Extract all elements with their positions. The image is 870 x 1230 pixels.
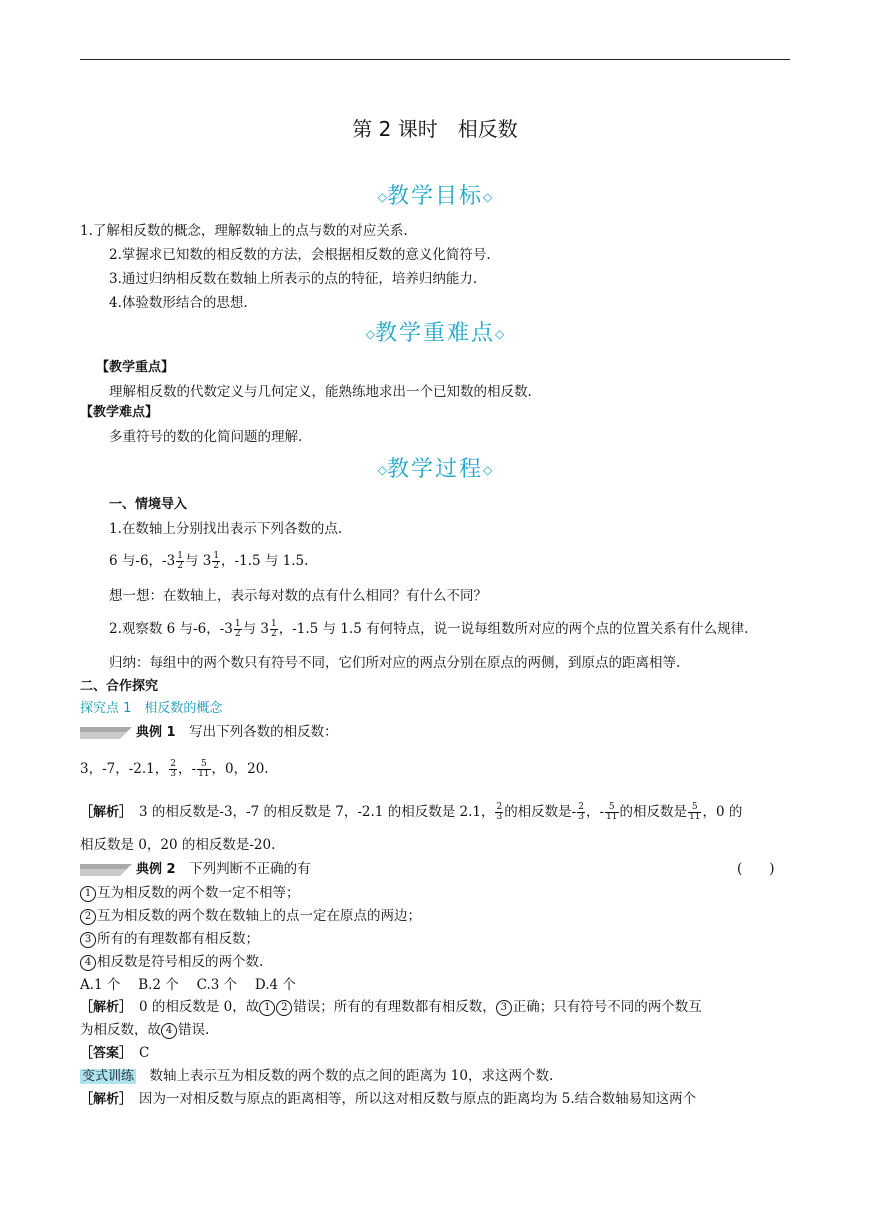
fraction: $\frac{1}{2}$: [234, 619, 241, 639]
fraction: $\frac{2}{3}$: [170, 759, 177, 779]
question-1: 1.在数轴上分别找出表示下列各数的点.: [109, 521, 343, 537]
fraction: $\frac{1}{2}$: [177, 551, 183, 571]
section-heading-process: ◇教学过程◇: [377, 457, 493, 482]
diamond-icon: ◇: [483, 463, 493, 477]
fraction: $\frac{1}{2}$: [270, 619, 277, 639]
part2-heading: 二、合作探究: [80, 679, 159, 694]
part1-heading: 一、情境导入: [109, 497, 188, 512]
focus-text: 理解相反数的代数定义与几何定义，能熟练地求出一个已知数的相反数.: [109, 384, 532, 400]
difficulty-label: 【教学难点】: [80, 405, 159, 420]
objective-4: 4.体验数形结合的思想.: [109, 295, 248, 311]
analysis-1-line2: 相反数是 0，20 的相反数是-20.: [80, 837, 276, 853]
analysis-3: ［解析］ 因为一对相反数与原点的距离相等，所以这对相反数与原点的距离均为 5.结合数轴易知这两个: [80, 1091, 697, 1107]
section-heading-objectives: ◇教学目标◇: [377, 184, 493, 209]
diamond-icon: ◇: [377, 463, 387, 477]
example-2: 典例 2 下列判断不正确的有: [80, 860, 311, 879]
difficulty-text: 多重符号的数的化简问题的理解.: [109, 429, 303, 445]
example-tag-icon: [80, 864, 132, 876]
diamond-icon: ◇: [495, 327, 505, 341]
fraction: $\frac{2}{3}$: [496, 802, 503, 822]
analysis-2-line2: 为相反数，故 4 错误.: [80, 1022, 210, 1038]
statement-3: 3 所有的有理数都有相反数；: [80, 930, 259, 948]
number-list: 6 与-6，-3 $\frac{1}{2}$ 与 3 $\frac{1}{2}$ ，-1.5 与 1.5.: [109, 551, 309, 571]
fraction: $\frac{1}{2}$: [213, 551, 220, 571]
fraction: $\frac{5}{11}$: [606, 802, 618, 822]
fraction: $\frac{5}{11}$: [198, 759, 210, 779]
think-prompt: 想一想：在数轴上，表示每对数的点有什么相同？有什么不同？: [109, 588, 487, 604]
example-1: 典例 1 写出下列各数的相反数：: [80, 723, 338, 742]
statement-1: 1 互为相反数的两个数一定不相等；: [80, 884, 300, 902]
answer-bracket: ( ): [737, 861, 775, 877]
question-2: 2.观察数 6 与-6，-3 $\frac{1}{2}$ 与 3 $\frac{1}{2}$ ，-1.5 与 1.5 有何特点，说一说每组数所对应的两个点的位置关系有什么规律.: [109, 619, 749, 639]
example-tag-icon: [80, 727, 132, 739]
statement-2: 2 互为相反数的两个数在数轴上的点一定在原点的两边；: [80, 907, 421, 925]
objective-2: 2.掌握求已知数的相反数的方法，会根据相反数的意义化简符号.: [109, 247, 491, 263]
statement-4: 4 相反数是符号相反的两个数.: [80, 953, 263, 971]
analysis-1: ［解析］ 3 的相反数是-3，-7 的相反数是 7，-2.1 的相反数是 2.1， $\frac{2}{3}$ 的相反数是- $\frac{2}{3}$ ，- $\frac{5}{11}$ 的相反数是 $\frac{5}{11}$ ，0 的: [80, 802, 743, 822]
explore-point-1: 探究点 1 相反数的概念: [80, 701, 223, 716]
objective-3: 3.通过归纳相反数在数轴上所表示的点的特征，培养归纳能力.: [109, 271, 478, 287]
analysis-2: ［解析］ 0 的相反数是 0，故 1 2 错误；所有的有理数都有相反数， 3 正确；只有符号不同的两个数互: [80, 999, 702, 1015]
page-title: 第 2 课时 相反数: [352, 117, 518, 141]
section-heading-keypoints: ◇教学重难点◇: [365, 321, 505, 346]
answer: ［答案］ C: [80, 1045, 150, 1061]
diamond-icon: ◇: [483, 190, 493, 204]
objective-1: 1.了解相反数的概念，理解数轴上的点与数的对应关系.: [80, 223, 408, 239]
fraction: $\frac{5}{11}$: [689, 802, 701, 822]
variant-label: 变式训练: [82, 1069, 135, 1084]
header-rule: [80, 59, 790, 60]
focus-label: 【教学重点】: [96, 360, 175, 375]
fraction: $\frac{2}{3}$: [578, 802, 584, 822]
options: A.1 个 B.2 个 C.3 个 D.4 个: [80, 977, 296, 993]
diamond-icon: ◇: [377, 190, 387, 204]
summary-text: 归纳：每组中的两个数只有符号不同，它们所对应的两点分别在原点的两侧，到原点的距离相等.: [109, 655, 681, 671]
variant-training: 变式训练 数轴上表示互为相反数的两个数的点之间的距离为 10，求这两个数.: [82, 1068, 554, 1084]
diamond-icon: ◇: [365, 327, 375, 341]
example-1-numbers: 3，-7，-2.1， $\frac{2}{3}$ ，- $\frac{5}{11}$ ，0，20.: [80, 759, 269, 779]
